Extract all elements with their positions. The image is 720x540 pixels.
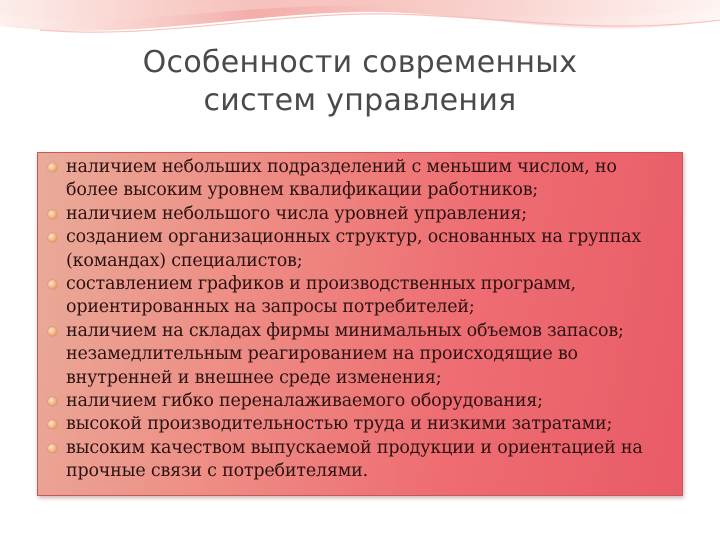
bullet-dot-icon	[48, 280, 57, 289]
bullet-text: созданием организационных структур, основанных на группах (командах) специалистов;	[66, 227, 642, 271]
bullet-list	[48, 156, 672, 484]
bullet-text: наличием небольших подразделений с меньшим числом, но более высоким уровнем квалификации работников;	[66, 157, 617, 201]
bullet-text: наличием гибко переналаживаемого оборудования;	[66, 391, 543, 412]
bullet-text: наличием небольшого числа уровней управления;	[66, 203, 527, 224]
bullet-item	[48, 156, 672, 203]
bullet-item	[48, 273, 672, 320]
bullet-dot-icon	[48, 444, 57, 453]
bullet-item	[48, 226, 672, 273]
bullet-text: высокой производительностью труда и низкими затратами;	[66, 414, 613, 435]
bullet-dot-icon	[48, 397, 57, 406]
bullet-item	[48, 390, 672, 413]
slide-title-line-2: систем управления	[203, 83, 517, 118]
bullet-text: наличием на складах фирмы минимальных объемов запасов; незамедлительным реагированием на происходящие во внутренней и внешнее среде изменения;	[66, 320, 624, 388]
slide-title-line-1: Особенности современных	[142, 45, 578, 80]
bullet-item	[48, 320, 672, 390]
bullet-item	[48, 413, 672, 436]
bullet-item	[48, 203, 672, 226]
bullet-item	[48, 437, 672, 484]
bullet-text: составлением графиков и производственных программ, ориентированных на запросы потребителей;	[66, 274, 576, 318]
content-box	[37, 152, 683, 496]
slide-title	[60, 44, 660, 120]
bullet-dot-icon	[48, 210, 57, 219]
bullet-text: высоким качеством выпускаемой продукции и ориентацией на прочные связи с потребителями.	[66, 437, 643, 482]
bullet-dot-icon	[48, 420, 57, 429]
bullet-dot-icon	[48, 233, 57, 242]
bullet-dot-icon	[48, 327, 57, 336]
bullet-dot-icon	[48, 163, 57, 172]
